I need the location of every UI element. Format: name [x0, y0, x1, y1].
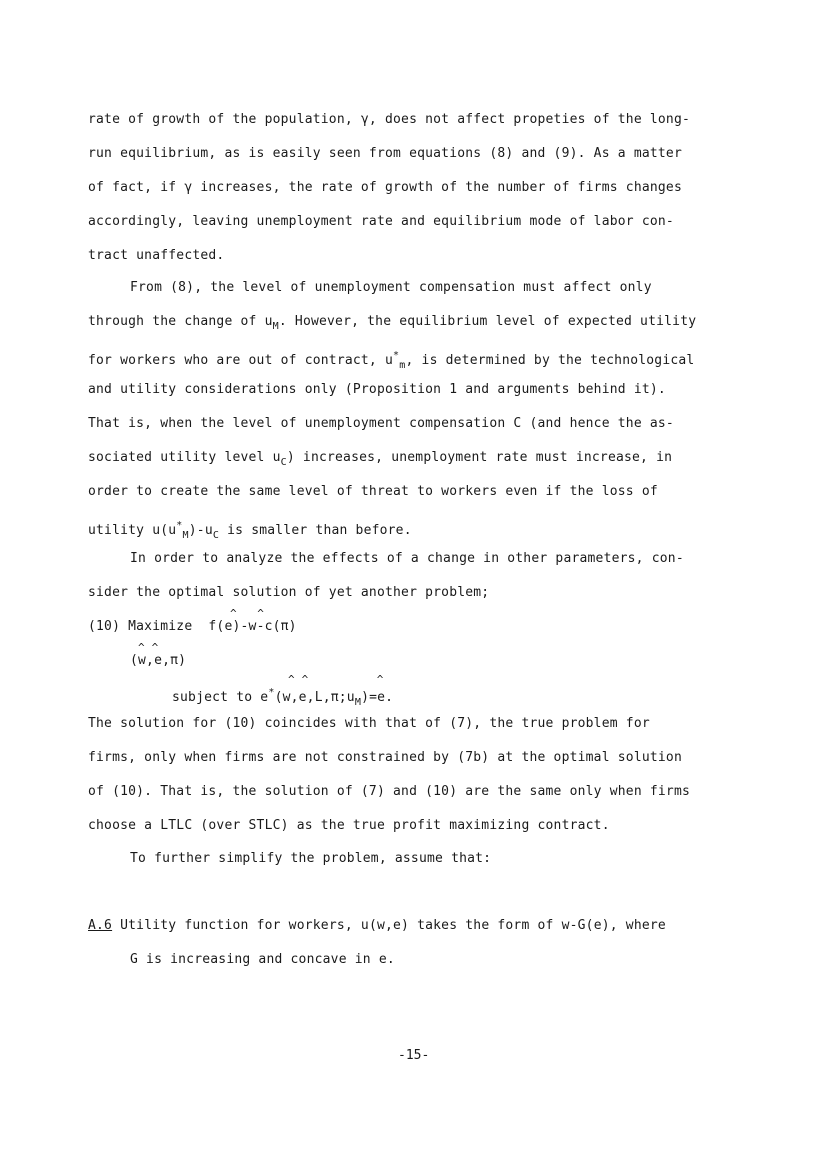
text-line: The solution for (10) coincides with that of (7), the true problem for: [88, 716, 650, 731]
problem-objective: (10) Maximize f(e)-w-c(π): [88, 619, 297, 634]
problem-variables: (w,e,π): [130, 653, 187, 668]
text-line: sider the optimal solution of yet another problem;: [88, 585, 490, 600]
text-line: order to create the same level of threat to workers even if the loss of: [88, 484, 658, 499]
text-line: rate of growth of the population, γ, does not affect propeties of the long-: [88, 112, 690, 127]
text-line: A.6 Utility function for workers, u(w,e) takes the form of w-G(e), where: [88, 918, 666, 933]
hat-mark: ^ ^ ^: [288, 673, 384, 686]
text-line: of (10). That is, the solution of (7) and (10) are the same only when firms: [88, 784, 690, 799]
text-line: utility $u(u^*_M)-u_C$ is smaller than before.: [88, 520, 412, 541]
problem-constraint: subject to $e^*(w,e,L,\pi;u_M)=e$.: [172, 687, 394, 708]
hat-mark: ^ ^: [138, 641, 159, 654]
text-line: accordingly, leaving unemployment rate and equilibrium mode of labor con-: [88, 214, 674, 229]
text-line: G is increasing and concave in e.: [130, 952, 395, 967]
text-line: That is, when the level of unemployment compensation C (and hence the as-: [88, 416, 674, 431]
text-line: tract unaffected.: [88, 248, 225, 263]
assumption-label: A.6: [88, 918, 113, 933]
page-number: -15-: [398, 1048, 430, 1063]
text-line: firms, only when firms are not constrained by (7b) at the optimal solution: [88, 750, 682, 765]
hat-mark: ^ ^: [230, 607, 265, 620]
text-line: choose a LTLC (over STLC) as the true profit maximizing contract.: [88, 818, 610, 833]
text-line: for workers who are out of contract, $u^*_m$, is determined by the technological: [88, 350, 695, 371]
text-line: sociated utility level $u_C$) increases, unemployment rate must increase, in: [88, 450, 673, 468]
text-line: of fact, if γ increases, the rate of growth of the number of firms changes: [88, 180, 682, 195]
text-line: and utility considerations only (Proposition 1 and arguments behind it).: [88, 382, 666, 397]
paragraph-5: To further simplify the problem, assume that:: [130, 851, 492, 866]
text-line: run equilibrium, as is easily seen from equations (8) and (9). As a matter: [88, 146, 682, 161]
text-line: From (8), the level of unemployment compensation must affect only: [130, 280, 652, 295]
text-line: In order to analyze the effects of a change in other parameters, con-: [130, 551, 684, 566]
text-line: through the change of $u_M$. However, the equilibrium level of expected utility: [88, 314, 697, 332]
